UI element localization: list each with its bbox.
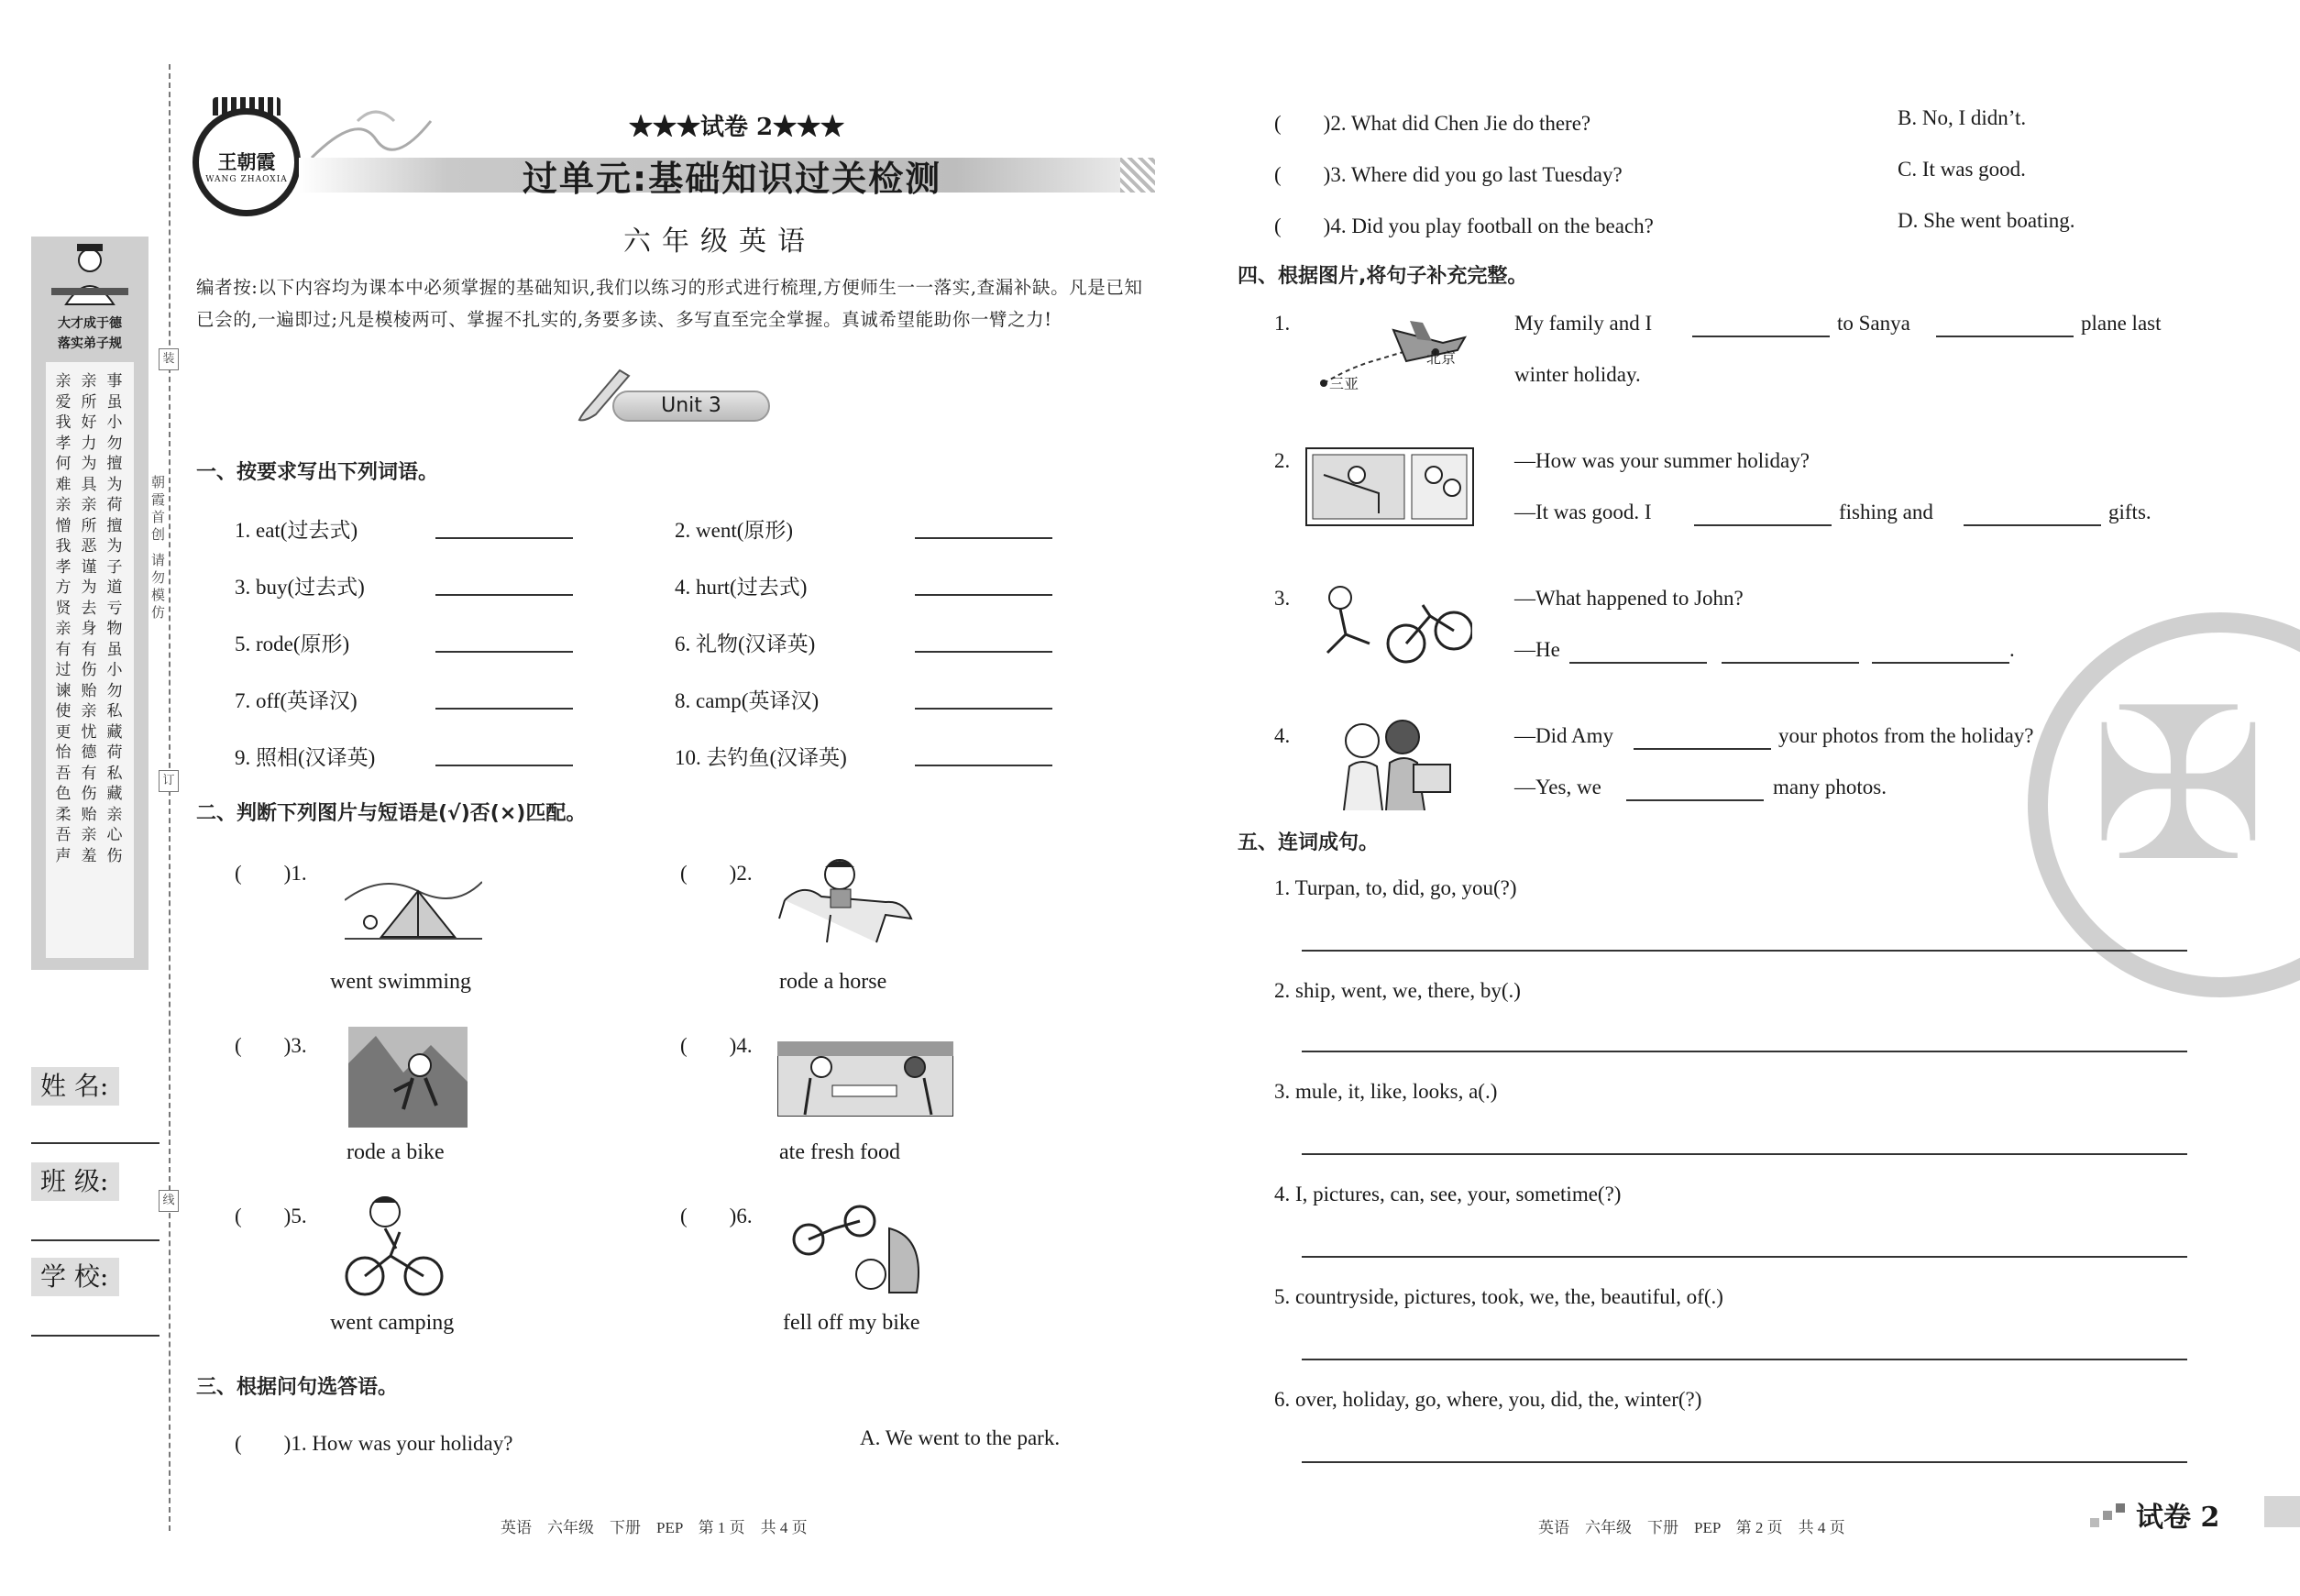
vocab-blank-4[interactable]: [915, 594, 1052, 596]
match-caption-4: ate fresh food: [779, 1140, 900, 1164]
motto-line-2: 落实弟子规: [58, 336, 122, 351]
motto-column-3: 事虽小 勿擅为 荷擅为 子道亏 物虽小 勿私藏 荷私藏 亲心伤: [106, 372, 123, 865]
match-answer-6[interactable]: ( )6.: [680, 1205, 753, 1227]
motto-top: [40, 314, 139, 354]
match-answer-1[interactable]: ( )1.: [235, 862, 307, 885]
logo-text: 王朝霞: [217, 150, 276, 173]
section-2-title: 二、判断下列图片与短语是(√)否(×)匹配。: [196, 802, 587, 825]
picture-blank-1b[interactable]: [1936, 336, 2074, 337]
school-field[interactable]: [31, 1335, 160, 1337]
picture-blank-2a[interactable]: [1694, 524, 1832, 526]
hiking-icon: [348, 1027, 468, 1128]
section-3-title: 三、根据问句选答语。: [196, 1376, 399, 1399]
question-1: ( )1. How was your holiday?: [235, 1432, 513, 1455]
picture-item-2-number: 2.: [1274, 449, 1291, 472]
vocab-blank-9[interactable]: [435, 765, 573, 766]
seal-mark: ✠: [2090, 664, 2267, 908]
vocab-blank-1[interactable]: [435, 537, 573, 539]
binding-line: [169, 64, 171, 1531]
vocab-blank-8[interactable]: [915, 708, 1052, 710]
footer-right: 英语 六年级 下册 PEP 第 2 页 共 4 页: [1538, 1519, 1845, 1536]
picture-item-1-text-d: winter holiday.: [1514, 363, 1641, 386]
editor-note: 编者按:以下内容均为课本中必须掌握的基础知识,我们以练习的形式进行梳理,方便师生一一落实,查漏补缺。凡是已知已会的,一遍即过;凡是模棱两可、掌握不扎实的,务要多读、多写直至完全掌握。真诚希望能助你一臂之力!: [196, 277, 1143, 330]
match-answer-4[interactable]: ( )4.: [680, 1034, 753, 1057]
john-bike-icon: [1315, 579, 1472, 671]
picture-blank-2b[interactable]: [1964, 524, 2101, 526]
tent-icon: [345, 854, 482, 946]
match-answer-5[interactable]: ( )5.: [235, 1205, 307, 1227]
motto-line-1: 大才成于德: [58, 316, 122, 331]
vocab-blank-3[interactable]: [435, 594, 573, 596]
picture-item-4-text-b: your photos from the holiday?: [1778, 724, 2034, 747]
picture-item-4-text-a: —Did Amy: [1514, 724, 1613, 747]
picture-blank-3b[interactable]: [1722, 662, 1859, 664]
unit-label: Unit 3: [612, 391, 770, 422]
vocab-item-2: 2. went(原形): [675, 519, 794, 542]
vocab-blank-2[interactable]: [915, 537, 1052, 539]
match-caption-5: went camping: [330, 1311, 455, 1335]
picture-item-1-text-c: plane last: [2081, 312, 2162, 335]
vocab-item-10: 10. 去钓鱼(汉译英): [675, 746, 847, 769]
name-label: 姓 名:: [31, 1067, 119, 1106]
name-field[interactable]: [31, 1142, 160, 1144]
match-answer-2[interactable]: ( )2.: [680, 862, 753, 885]
picture-item-3-question: —What happened to John?: [1514, 587, 1744, 610]
footer-left: 英语 六年级 下册 PEP 第 1 页 共 4 页: [501, 1519, 808, 1536]
paper-tag: ★★★试卷 2★★★: [629, 114, 845, 141]
vocab-item-9: 9. 照相(汉译英): [235, 746, 376, 769]
match-answer-3[interactable]: ( )3.: [235, 1034, 307, 1057]
picture-item-2-question: —How was your summer holiday?: [1514, 449, 1810, 472]
vocab-blank-5[interactable]: [435, 651, 573, 653]
motto-column-1: 亲爱我 孝何难 亲憎我 孝方贤 亲有过 谏使更 怡吾色 柔吾声: [55, 372, 72, 865]
vocab-blank-10[interactable]: [915, 765, 1052, 766]
reorder-item-6: 6. over, holiday, go, where, you, did, the, winter(?): [1274, 1388, 1702, 1411]
section-1-title: 一、按要求写出下列词语。: [196, 461, 439, 484]
reorder-item-2: 2. ship, went, we, there, by(.): [1274, 979, 1521, 1002]
bike-icon: [345, 1192, 444, 1302]
picture-item-2-text-a: —It was good. I: [1514, 501, 1652, 523]
corner-paper-tag: 试卷 2: [2136, 1502, 2220, 1534]
reorder-item-3: 3. mule, it, like, looks, a(.): [1274, 1080, 1498, 1103]
picture-blank-1a[interactable]: [1692, 336, 1830, 337]
section-5-title: 五、连词成句。: [1238, 831, 1380, 854]
reorder-item-4: 4. I, pictures, can, see, your, sometime(?): [1274, 1183, 1622, 1205]
vocab-item-5: 5. rode(原形): [235, 633, 350, 655]
publisher-logo: [193, 108, 301, 216]
vocab-item-3: 3. buy(过去式): [235, 576, 365, 599]
reorder-answer-line-4[interactable]: [1302, 1256, 2187, 1258]
horse-icon: [776, 854, 913, 946]
picture-item-1-text-b: to Sanya: [1837, 312, 1910, 335]
banner-pattern: [1120, 158, 1155, 193]
vocab-item-4: 4. hurt(过去式): [675, 576, 808, 599]
vocab-item-6: 6. 礼物(汉译英): [675, 633, 816, 655]
fishing-icon: [1305, 447, 1474, 526]
picture-blank-4b[interactable]: [1626, 799, 1764, 801]
vocab-blank-6[interactable]: [915, 651, 1052, 653]
question-2: ( )2. What did Chen Jie do there?: [1274, 112, 1591, 135]
match-caption-2: rode a horse: [779, 970, 887, 994]
class-field[interactable]: [31, 1239, 160, 1241]
match-caption-3: rode a bike: [347, 1140, 445, 1164]
picture-item-1-text-a: My family and I: [1514, 312, 1653, 335]
reorder-answer-line-5[interactable]: [1302, 1359, 2187, 1360]
reorder-answer-line-1[interactable]: [1302, 950, 2187, 952]
answer-option-b: B. No, I didn’t.: [1898, 106, 2027, 129]
picture-blank-3a[interactable]: [1569, 662, 1707, 664]
map-label-sanya: 三亚: [1329, 375, 1359, 392]
photos-icon: [1326, 715, 1454, 810]
picture-item-3-number: 3.: [1274, 587, 1291, 610]
page-title: 过单元:基础知识过关检测: [523, 159, 942, 199]
vocab-blank-7[interactable]: [435, 708, 573, 710]
section-4-title: 四、根据图片,将句子补充完整。: [1238, 265, 1528, 288]
class-label: 班 级:: [31, 1162, 119, 1201]
scholar-figure: [46, 240, 134, 306]
picture-item-2-text-b: fishing and: [1839, 501, 1933, 523]
question-3: ( )3. Where did you go last Tuesday?: [1274, 163, 1623, 186]
map-label-beijing: 北京: [1426, 349, 1457, 367]
fold-char-3: 线: [159, 1190, 179, 1212]
fold-char-1: 装: [159, 348, 179, 370]
picture-item-4-number: 4.: [1274, 724, 1291, 747]
match-caption-1: went swimming: [330, 970, 471, 994]
picture-item-3-text-b: .: [2009, 638, 2015, 661]
answer-option-d: D. She went boating.: [1898, 209, 2075, 232]
picture-item-3-text-a: —He: [1514, 638, 1560, 661]
reorder-answer-line-6[interactable]: [1302, 1461, 2187, 1463]
reorder-item-5: 5. countryside, pictures, took, we, the, beautiful, of(.): [1274, 1285, 1723, 1308]
picture-item-4-text-d: many photos.: [1773, 776, 1887, 798]
vocab-item-8: 8. camp(英译汉): [675, 689, 820, 712]
question-4: ( )4. Did you play football on the beach?: [1274, 215, 1654, 237]
page-subtitle: 六年级英语: [623, 226, 816, 258]
logo-subtext: WANG ZHAOXIA: [205, 175, 288, 184]
vocab-item-7: 7. off(英译汉): [235, 689, 358, 712]
picture-blank-4a[interactable]: [1634, 748, 1771, 750]
picture-item-1-number: 1.: [1274, 312, 1291, 335]
corner-squares: [2090, 1502, 2130, 1529]
reorder-answer-line-2[interactable]: [1302, 1051, 2187, 1052]
fall-icon: [788, 1201, 935, 1300]
reorder-item-1: 1. Turpan, to, did, go, you(?): [1274, 876, 1517, 899]
picture-item-4-text-c: —Yes, we: [1514, 776, 1601, 798]
fold-char-2: 订: [159, 770, 179, 792]
motto-column-2: 亲所好 力为具 亲所恶 谨为去 身有伤 贻亲忧 德有伤 贻亲羞: [81, 372, 97, 865]
copyright-note: 朝霞首创 请勿模仿: [149, 475, 166, 622]
answer-option-c: C. It was good.: [1898, 158, 2026, 181]
picture-blank-3c[interactable]: [1872, 662, 2009, 664]
school-label: 学 校:: [31, 1258, 119, 1296]
picture-item-2-text-c: gifts.: [2108, 501, 2151, 523]
reorder-answer-line-3[interactable]: [1302, 1153, 2187, 1155]
meal-icon: [777, 1041, 953, 1117]
match-caption-6: fell off my bike: [783, 1311, 920, 1335]
vocab-item-1: 1. eat(过去式): [235, 519, 358, 542]
answer-option-a: A. We went to the park.: [860, 1426, 1061, 1449]
corner-bar: [2264, 1496, 2300, 1527]
